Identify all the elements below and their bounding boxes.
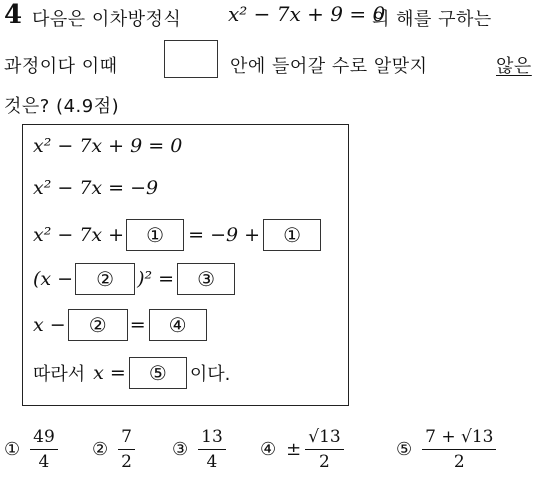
- choice-2[interactable]: [92, 418, 135, 480]
- choice-2-numerator: 7: [118, 427, 135, 450]
- process-line-4: [33, 263, 235, 295]
- question-text-line1-suffix: 의 해를 구하는: [372, 9, 492, 30]
- choice-5[interactable]: [396, 418, 496, 480]
- choice-4-fraction: [305, 427, 343, 472]
- blank-box-4: ④: [149, 309, 207, 341]
- choice-1-label: ①: [4, 438, 21, 460]
- blank-box-2: ②: [75, 263, 135, 295]
- choice-1-numerator: 49: [30, 427, 58, 450]
- process-line-5-part-a: x −: [33, 314, 66, 336]
- answer-choices: [4, 418, 544, 480]
- choice-3-numerator: 13: [198, 427, 226, 450]
- choice-5-denominator: 2: [453, 451, 465, 472]
- process-line-6-korean-suffix: 이다.: [189, 364, 231, 385]
- process-line-4-part-b: )² =: [137, 268, 175, 290]
- question-text-line2-prefix: 과정이다 이때: [4, 56, 118, 77]
- choice-1-denominator: 4: [38, 451, 50, 472]
- process-line-5: [33, 309, 207, 341]
- choice-3[interactable]: [172, 418, 226, 480]
- process-line-1-text: x² − 7x + 9 = 0: [33, 135, 183, 157]
- process-line-1: [33, 135, 182, 157]
- process-line-6-x: x =: [93, 362, 126, 384]
- process-line-4-part-a: (x −: [33, 268, 74, 290]
- blank-box-2-again: ②: [68, 309, 128, 341]
- process-line-3: [33, 219, 321, 251]
- choice-5-label: ⑤: [396, 438, 413, 460]
- blank-box-5: ⑤: [129, 357, 187, 389]
- question-number: 4: [4, 0, 23, 30]
- blank-box-1: ①: [126, 219, 184, 251]
- choice-5-fraction: [422, 427, 496, 472]
- choice-2-label: ②: [92, 438, 109, 460]
- process-line-2: [33, 177, 158, 199]
- choice-2-fraction: [118, 427, 135, 472]
- question-underlined-word: 않은: [496, 56, 532, 77]
- process-line-3-part-b: = −9 +: [188, 224, 261, 246]
- choice-5-numerator: 7 + √13: [422, 427, 496, 450]
- choice-1[interactable]: [4, 418, 58, 480]
- question-text-line1-prefix: 다음은 이차방정식: [32, 9, 182, 30]
- process-line-5-part-b: =: [129, 314, 146, 336]
- blank-box-1-right: ①: [263, 219, 321, 251]
- process-line-3-part-a: x² − 7x +: [33, 224, 125, 246]
- question-text-line3: 것은? (4.9점): [4, 96, 120, 117]
- choice-3-denominator: 4: [206, 451, 218, 472]
- choice-4-label: ④: [260, 438, 277, 460]
- choice-3-label: ③: [172, 438, 189, 460]
- blank-box-3: ③: [177, 263, 235, 295]
- choice-4-numerator: √13: [305, 427, 343, 450]
- process-line-6: [33, 357, 230, 389]
- choice-4-prefix: ±: [286, 438, 302, 460]
- choice-2-denominator: 2: [121, 451, 132, 472]
- choice-4-denominator: 2: [319, 451, 330, 472]
- choice-4[interactable]: [260, 418, 344, 480]
- process-line-2-text: x² − 7x = −9: [33, 177, 159, 199]
- solution-process-box: [22, 124, 349, 406]
- choice-1-fraction: [30, 427, 58, 472]
- choice-3-fraction: [198, 427, 226, 472]
- question-equation: x² − 7x + 9 = 0: [228, 2, 386, 26]
- blank-placeholder-box: [164, 40, 218, 78]
- question-text-line2-mid: 안에 들어갈 수로 알맞지: [230, 56, 428, 77]
- process-line-6-korean-prefix: 따라서: [33, 364, 86, 385]
